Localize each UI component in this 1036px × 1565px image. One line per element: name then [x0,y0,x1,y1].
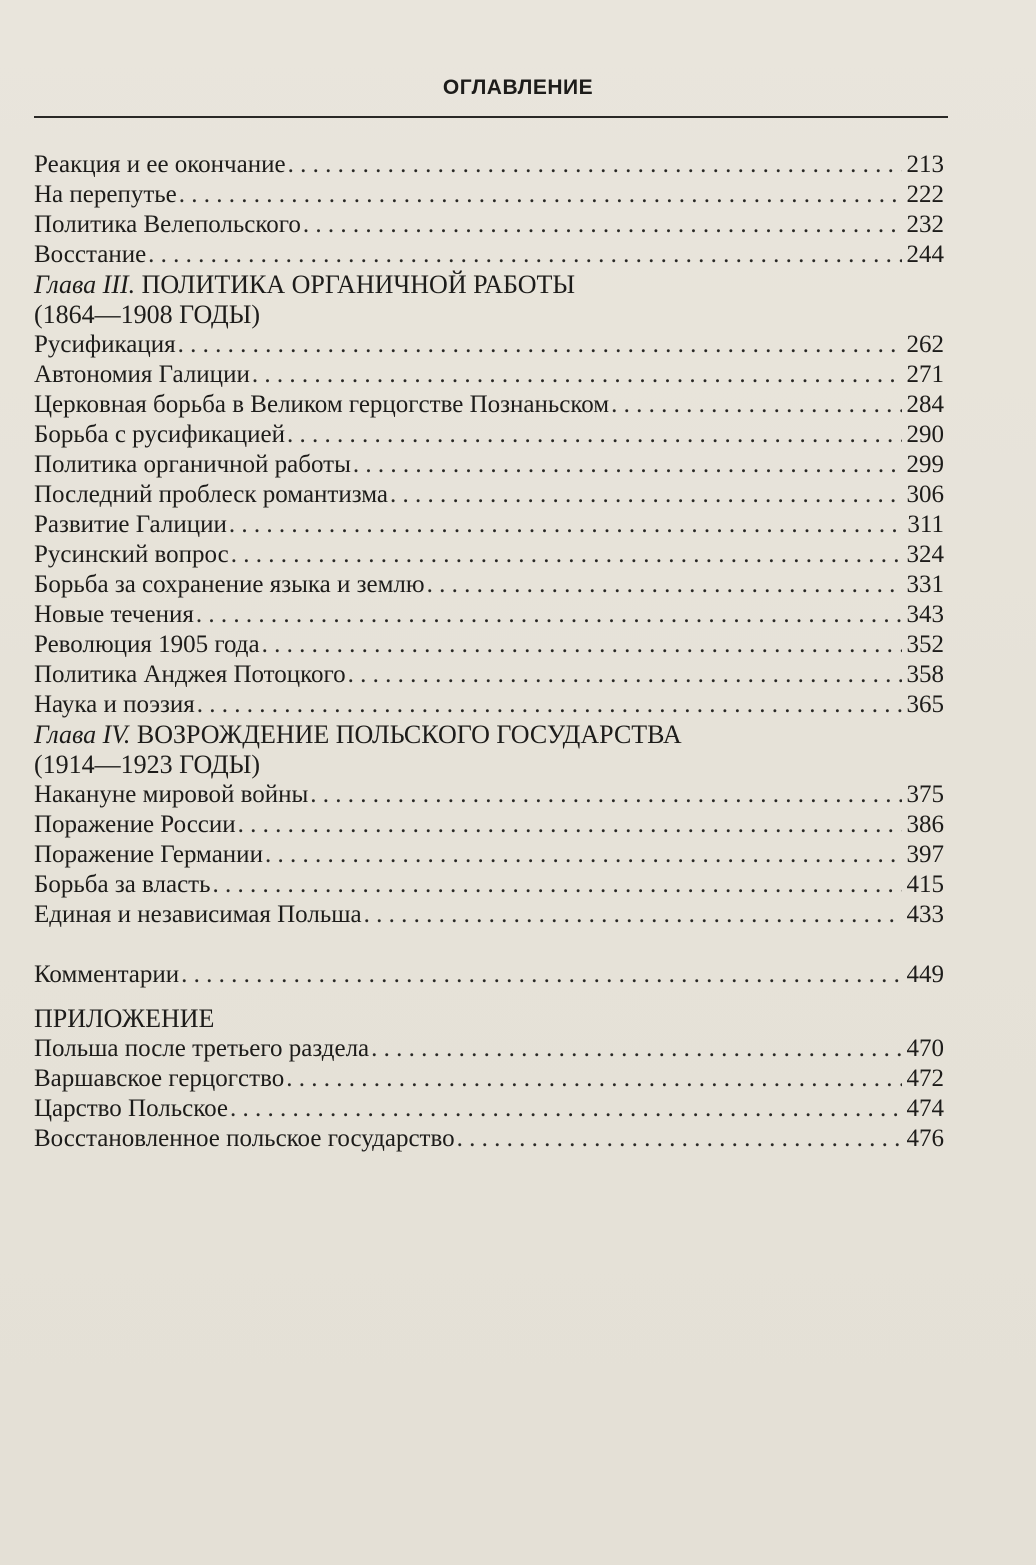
toc-leader-dots [196,600,902,630]
toc-entry[interactable] [34,1034,944,1064]
toc-entry-page: 222 [906,181,944,208]
toc-entry[interactable] [34,810,944,840]
toc-leader-dots [427,570,902,600]
toc-leader-dots [390,480,902,510]
toc-entry-title: Развитие Галиции [34,511,227,538]
toc-entry[interactable] [34,1124,944,1154]
appendix-heading[interactable]: ПРИЛОЖЕНИЕ [34,1004,215,1033]
header-rule [34,116,948,118]
toc-entry[interactable] [34,600,944,630]
toc-entry-title: Единая и независимая Польша [34,901,362,928]
toc-entry-title: На перепутье [34,181,177,208]
toc-entry-title: Восстание [34,241,147,268]
toc-entry-title: Реакция и ее окончание [34,151,286,178]
toc-entry[interactable] [34,150,944,180]
toc-entry-comments[interactable] [34,960,944,990]
toc-leader-dots [310,780,902,810]
toc-entry-title: Наука и поэзия [34,691,195,718]
chapter-years: (1914—1923 ГОДЫ) [34,750,261,779]
toc-entry-title: Автономия Галиции [34,361,250,388]
toc-leader-dots [230,1094,902,1124]
toc-entry-title: Политика Велепольского [34,211,301,238]
toc-leader-dots [348,660,902,690]
toc-entry-title: Новые течения [34,601,194,628]
toc-leader-dots [262,630,902,660]
chapter-title: ВОЗРОЖДЕНИЕ ПОЛЬСКОГО ГОСУДАРСТВА [136,720,682,749]
toc-entry-page: 262 [906,331,944,358]
toc-entry-title: Церковная борьба в Великом герцогстве Познаньском [34,391,610,418]
toc-entry-page: 386 [906,811,944,838]
toc-entry-page: 449 [906,961,944,988]
toc-entry[interactable] [34,390,944,420]
spacer [34,930,944,960]
toc-entry-page: 306 [906,481,944,508]
chapter-years: (1864—1908 ГОДЫ) [34,300,261,329]
toc-entry-title: Комментарии [34,961,180,988]
toc-entry-page: 474 [906,1095,944,1122]
toc-entry[interactable] [34,210,944,240]
toc-entry-title: Варшавское герцогство [34,1065,285,1092]
toc-entry-title: Борьба за сохранение языка и землю [34,571,425,598]
toc-entry-page: 415 [906,871,944,898]
toc-entry-page: 284 [906,391,944,418]
toc-entry-title: Революция 1905 года [34,631,260,658]
toc-leader-dots [229,510,902,540]
toc-entry-page: 331 [906,571,944,598]
toc-entry[interactable] [34,510,944,540]
toc-leader-dots [231,540,902,570]
toc-leader-dots [252,360,902,390]
chapter-heading[interactable] [34,720,944,750]
toc-leader-dots [178,330,902,360]
page-header: ОГЛАВЛЕНИЕ [442,76,594,99]
toc-entry[interactable] [34,450,944,480]
toc-entry-title: Польша после третьего раздела [34,1035,370,1062]
toc-entry-page: 365 [906,691,944,718]
toc-entry-title: Поражение России [34,811,236,838]
toc-entry-title: Царство Польское [34,1095,229,1122]
toc-entry-title: Русификация [34,331,176,358]
toc-leader-dots [286,1064,902,1094]
toc-entry-title: Политика органичной работы [34,451,351,478]
chapter-title: ПОЛИТИКА ОРГАНИЧНОЙ РАБОТЫ [141,270,576,299]
toc-entry-page: 433 [906,901,944,928]
toc-entry-page: 470 [906,1035,944,1062]
toc-entry-title: Русинский вопрос [34,541,229,568]
toc-entry-page: 343 [906,601,944,628]
toc-entry[interactable] [34,870,944,900]
toc-leader-dots [238,810,902,840]
toc-entry-page: 324 [906,541,944,568]
toc-entry-page: 397 [906,841,944,868]
toc-entry-page: 290 [906,421,944,448]
toc-leader-dots [353,450,902,480]
toc-entry[interactable] [34,840,944,870]
table-of-contents [34,150,944,1154]
chapter-label: Глава III. [34,270,136,299]
toc-leader-dots [364,900,902,930]
toc-entry-page: 476 [906,1125,944,1152]
toc-entry-page: 213 [906,151,944,178]
toc-entry[interactable] [34,630,944,660]
toc-leader-dots [213,870,902,900]
toc-leader-dots [371,1034,902,1064]
toc-leader-dots [287,420,902,450]
toc-entry[interactable] [34,660,944,690]
toc-entry-page: 352 [906,631,944,658]
toc-leader-dots [179,180,902,210]
toc-entry-title: Восстановленное польское государство [34,1125,455,1152]
toc-entry-page: 311 [907,511,944,538]
toc-entry-title: Накануне мировой войны [34,781,309,808]
toc-entry[interactable] [34,240,944,270]
toc-entry[interactable] [34,690,944,720]
toc-leader-dots [288,150,902,180]
toc-entry[interactable] [34,1094,944,1124]
toc-entry[interactable] [34,360,944,390]
chapter-label: Глава IV. [34,720,131,749]
toc-entry-title: Поражение Германии [34,841,263,868]
chapter-heading[interactable] [34,270,944,300]
toc-leader-dots [148,240,902,270]
toc-entry-page: 472 [906,1065,944,1092]
toc-entry-page: 299 [906,451,944,478]
toc-entry-title: Политика Анджея Потоцкого [34,661,346,688]
toc-entry[interactable] [34,180,944,210]
toc-entry-page: 244 [906,241,944,268]
toc-entry-page: 375 [906,781,944,808]
toc-entry-title: Борьба с русификацией [34,421,285,448]
toc-leader-dots [181,960,902,990]
toc-entry[interactable] [34,330,944,360]
toc-leader-dots [457,1124,902,1154]
toc-entry[interactable] [34,480,944,510]
toc-entry-title: Борьба за власть [34,871,211,898]
toc-leader-dots [265,840,902,870]
toc-entry[interactable] [34,570,944,600]
toc-entry[interactable] [34,420,944,450]
toc-entry-title: Последний проблеск романтизма [34,481,389,508]
toc-entry-page: 358 [906,661,944,688]
toc-entry-page: 232 [906,211,944,238]
toc-entry[interactable] [34,540,944,570]
toc-leader-dots [611,390,902,420]
toc-leader-dots [197,690,902,720]
toc-entry[interactable] [34,1064,944,1094]
toc-leader-dots [303,210,902,240]
toc-entry-page: 271 [906,361,944,388]
toc-entry[interactable] [34,780,944,810]
toc-entry[interactable] [34,900,944,930]
